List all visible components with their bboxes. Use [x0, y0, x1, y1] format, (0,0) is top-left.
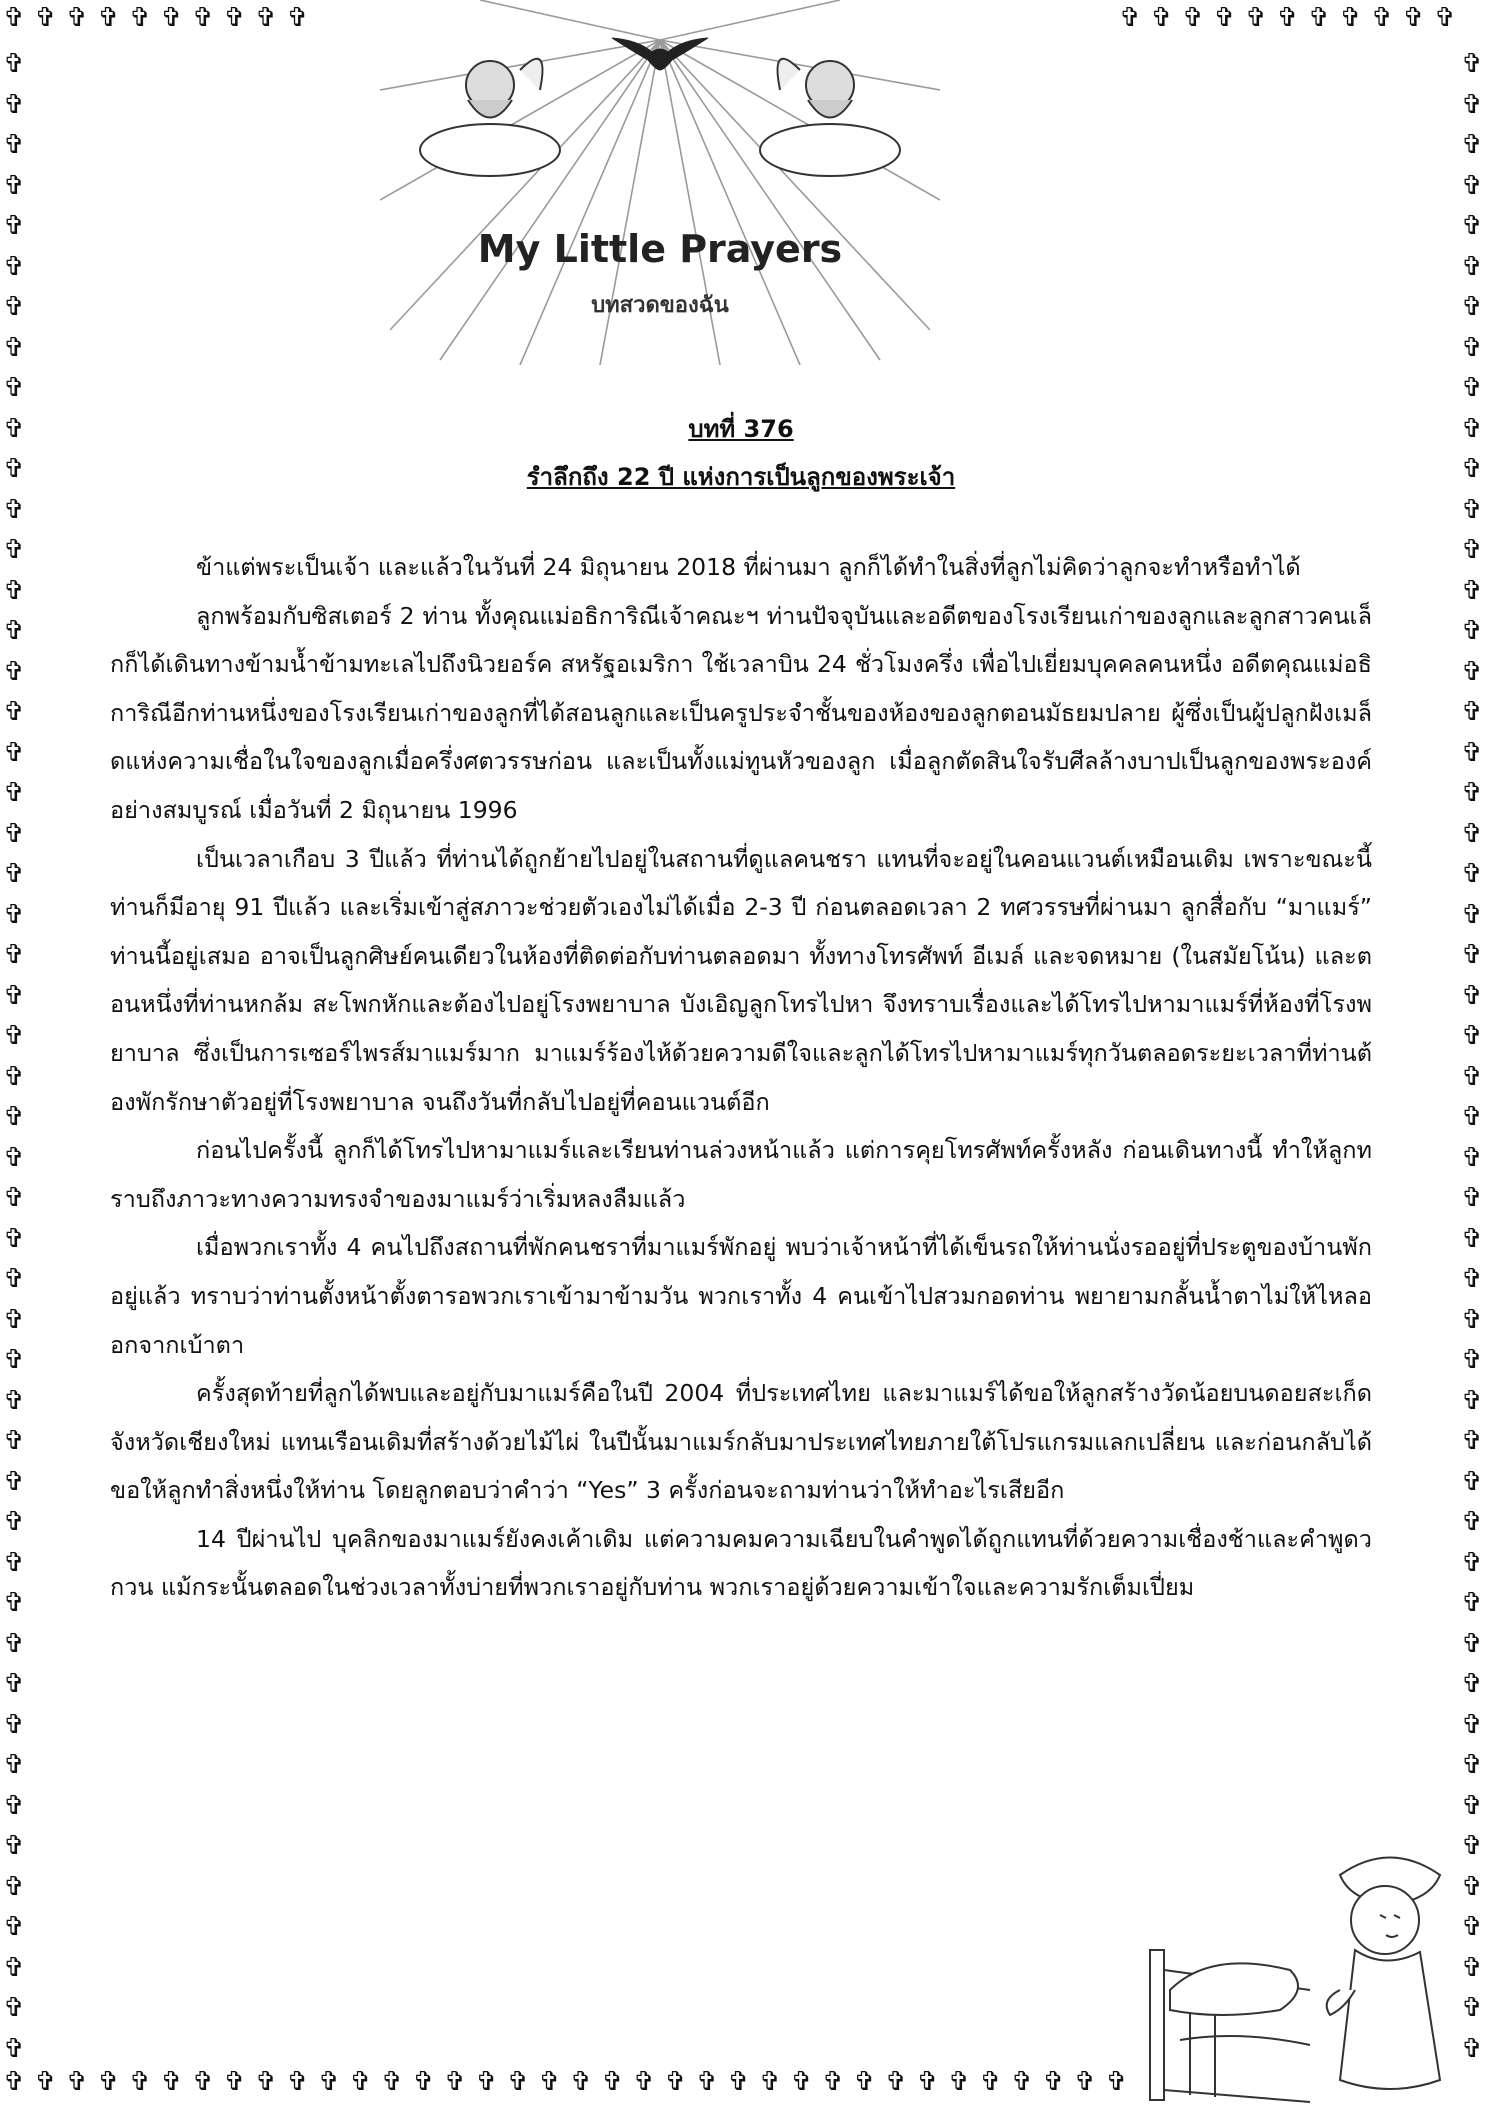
cross-icon: ✞ [1461, 1385, 1483, 1416]
cross-icon: ✞ [1461, 737, 1483, 768]
cross-icon: ✞ [97, 2067, 120, 2097]
cross-icon: ✞ [3, 49, 25, 79]
cross-icon: ✞ [3, 1871, 25, 1902]
cross-icon: ✞ [3, 535, 25, 565]
cross-icon: ✞ [1461, 130, 1483, 160]
cross-icon: ✞ [1461, 89, 1483, 120]
cross-icon: ✞ [1461, 1669, 1483, 1699]
cross-icon: ✞ [3, 1345, 25, 1375]
cross-icon: ✞ [1461, 697, 1483, 727]
cross-icon: ✞ [1371, 3, 1393, 33]
cross-icon: ✞ [3, 616, 25, 646]
cross-icon: ✞ [727, 2067, 750, 2097]
cross-icon: ✞ [3, 980, 25, 1011]
cross-icon: ✞ [1461, 49, 1483, 79]
cross-icon: ✞ [192, 3, 214, 33]
cross-icon: ✞ [3, 292, 25, 322]
cross-icon: ✞ [129, 3, 151, 33]
cross-icon: ✞ [3, 1750, 25, 1780]
cross-icon: ✞ [538, 2067, 561, 2097]
brand-title: My Little Prayers [477, 227, 843, 271]
cross-icon: ✞ [1461, 1466, 1483, 1497]
cross-icon: ✞ [1105, 2067, 1128, 2097]
cross-icon: ✞ [1461, 2033, 1483, 2064]
cross-icon: ✞ [1461, 980, 1483, 1011]
cross-icon: ✞ [853, 2067, 876, 2097]
cross-icon: ✞ [790, 2067, 813, 2097]
cross-icon: ✞ [1461, 616, 1483, 646]
cross-icon: ✞ [1461, 1952, 1483, 1983]
cross-icon: ✞ [1461, 1345, 1483, 1375]
praying-girl-illustration [1140, 1840, 1488, 2105]
cross-icon: ✞ [1402, 3, 1425, 33]
cross-icon: ✞ [3, 332, 25, 363]
cross-icon: ✞ [3, 251, 25, 282]
cross-icon: ✞ [1461, 1142, 1483, 1173]
cross-icon: ✞ [3, 1021, 25, 1051]
cross-icon: ✞ [3, 575, 25, 606]
cross-icon: ✞ [3, 1102, 25, 1132]
paragraph-list [110, 543, 1372, 1612]
cross-icon: ✞ [1119, 3, 1141, 33]
cross-icon: ✞ [3, 130, 25, 160]
cross-icon: ✞ [1461, 859, 1483, 889]
cross-icon: ✞ [192, 2067, 214, 2097]
cross-icon: ✞ [286, 3, 309, 33]
cross-icon: ✞ [349, 2067, 372, 2097]
cross-icon: ✞ [1461, 373, 1483, 403]
cross-icon: ✞ [1461, 575, 1483, 606]
cross-icon: ✞ [3, 413, 25, 444]
cross-icon: ✞ [1461, 1831, 1483, 1861]
cross-icon: ✞ [1461, 1871, 1483, 1902]
cross-icon: ✞ [444, 2067, 466, 2097]
cross-icon: ✞ [885, 2067, 907, 2097]
cross-icon: ✞ [3, 1952, 25, 1983]
cross-icon: ✞ [3, 373, 25, 403]
cross-icon: ✞ [3, 1264, 25, 1294]
cross-icon: ✞ [1150, 3, 1173, 33]
cross-icon: ✞ [3, 899, 25, 930]
cross-icon: ✞ [1461, 454, 1483, 484]
cross-icon: ✞ [3, 697, 25, 727]
cross-icon: ✞ [601, 2067, 624, 2097]
cross-icon: ✞ [1461, 170, 1483, 201]
cross-icon: ✞ [1213, 3, 1236, 33]
cross-icon: ✞ [1461, 1993, 1483, 2023]
cross-icon: ✞ [160, 2067, 183, 2097]
cross-icon: ✞ [1461, 251, 1483, 282]
cross-icon: ✞ [286, 2067, 309, 2097]
cross-icon: ✞ [318, 2067, 340, 2097]
cross-icon: ✞ [1245, 3, 1267, 33]
cross-icon: ✞ [66, 3, 88, 33]
cross-icon: ✞ [1461, 778, 1483, 808]
cross-icon: ✞ [1182, 3, 1204, 33]
cross-icon: ✞ [696, 2067, 718, 2097]
header-illustration [380, 0, 940, 365]
cross-icon: ✞ [97, 3, 120, 33]
cross-icon: ✞ [3, 1061, 25, 1092]
cross-icon: ✞ [3, 1912, 25, 1942]
cross-icon: ✞ [1461, 332, 1483, 363]
cross-icon: ✞ [160, 3, 183, 33]
cross-icon: ✞ [1461, 1628, 1483, 1659]
cross-icon: ✞ [916, 2067, 939, 2097]
cross-icon: ✞ [1461, 1426, 1483, 1456]
cross-icon: ✞ [3, 1385, 25, 1416]
paragraph: 14 ปีผ่านไป บุคลิกของมาแมร์ยังคงเค้าเดิม แต่ความคมความเฉียบในคำพูดได้ถูกแทนที่ด้วยความเชื่องช้าและคำพูดวกวน แม้กระนั้นตลอดในช่วงเวลาทั้งบ่ายที่พวกเราอยู่กับท่าน พวกเราอยู่ด้วยความเข้าใจและความรักเต็มเปี่ยม [110, 1524, 1372, 1602]
cross-icon: ✞ [1339, 3, 1362, 33]
chapter-subtitle: รำลึกถึง 22 ปี แห่งการเป็นลูกของพระเจ้า [526, 463, 956, 491]
cross-icon: ✞ [381, 2067, 403, 2097]
cross-icon: ✞ [3, 454, 25, 484]
cross-icon: ✞ [1276, 3, 1299, 33]
cross-icon: ✞ [1461, 1021, 1483, 1051]
cross-icon: ✞ [3, 1709, 25, 1740]
cross-icon: ✞ [3, 940, 25, 970]
cross-icon: ✞ [3, 1183, 25, 1213]
brand-subtitle: บทสวดของฉัน [591, 293, 729, 318]
cross-icon: ✞ [1461, 1304, 1483, 1335]
cross-icon: ✞ [633, 2067, 655, 2097]
cross-icon: ✞ [1461, 1102, 1483, 1132]
cross-icon: ✞ [3, 1790, 25, 1821]
cross-icon: ✞ [255, 3, 277, 33]
cross-icon: ✞ [1461, 1790, 1483, 1821]
paragraph: ข้าแต่พระเป็นเจ้า และแล้วในวันที่ 24 มิถุนายน 2018 ที่ผ่านมา ลูกก็ได้ทำในสิ่งที่ลูกไม่คิดว่าลูกจะทำหรือทำได้ [196, 553, 1301, 581]
cross-icon: ✞ [3, 2033, 25, 2064]
cross-icon: ✞ [1461, 1183, 1483, 1213]
cross-icon: ✞ [3, 1831, 25, 1861]
cross-icon: ✞ [34, 3, 57, 33]
cross-icon: ✞ [412, 2067, 435, 2097]
cross-icon: ✞ [1461, 656, 1483, 687]
cross-icon: ✞ [1461, 211, 1483, 241]
paragraph: เมื่อพวกเราทั้ง 4 คนไปถึงสถานที่พักคนชราที่มาแมร์พักอยู่ พบว่าเจ้าหน้าที่ได้เข็นรถให้ท่านนั่งรออยู่ที่ประตูของบ้านพักอยู่แล้ว ทราบว่าท่านตั้งหน้าตั้งตารอพวกเราเข้ามาข้ามวัน พวกเราทั้ง 4 คนเข้าไปสวมกอดท่าน พยายามกลั้นน้ำตาไม่ให้ไหลออกจากเบ้าตา [110, 1233, 1372, 1359]
cross-icon: ✞ [1461, 1588, 1483, 1618]
cross-icon: ✞ [255, 2067, 277, 2097]
left-cherub-icon [420, 59, 560, 176]
cross-icon: ✞ [1011, 2067, 1033, 2097]
cross-icon: ✞ [3, 1547, 25, 1578]
chapter-title: บทที่ 376 [688, 415, 794, 443]
cross-icon: ✞ [3, 494, 25, 525]
cross-icon: ✞ [1308, 3, 1330, 33]
cross-icon: ✞ [1461, 1750, 1483, 1780]
cross-icon: ✞ [1461, 494, 1483, 525]
cross-icon: ✞ [3, 656, 25, 687]
cross-icon: ✞ [1461, 1264, 1483, 1294]
cross-icon: ✞ [3, 1304, 25, 1335]
cross-icon: ✞ [1042, 2067, 1065, 2097]
cross-icon: ✞ [3, 737, 25, 768]
cross-icon: ✞ [3, 1507, 25, 1537]
cross-icon: ✞ [948, 2067, 970, 2097]
cross-icon: ✞ [3, 1588, 25, 1618]
cross-icon: ✞ [1461, 1507, 1483, 1537]
cross-icon: ✞ [66, 2067, 88, 2097]
cross-icon: ✞ [1461, 818, 1483, 849]
cross-icon: ✞ [759, 2067, 781, 2097]
cross-icon: ✞ [1461, 292, 1483, 322]
cross-icon: ✞ [3, 2067, 25, 2097]
cross-icon: ✞ [979, 2067, 1002, 2097]
cross-icon: ✞ [3, 1223, 25, 1254]
right-cherub-icon [760, 59, 900, 176]
cross-icon: ✞ [1461, 899, 1483, 930]
cross-icon: ✞ [3, 3, 25, 33]
cross-icon: ✞ [664, 2067, 687, 2097]
cross-icon: ✞ [3, 1466, 25, 1497]
cross-icon: ✞ [507, 2067, 529, 2097]
cross-icon: ✞ [1461, 1709, 1483, 1740]
cross-icon: ✞ [3, 1142, 25, 1173]
cross-icon: ✞ [1461, 1223, 1483, 1254]
cross-icon: ✞ [1461, 1912, 1483, 1942]
paragraph: ครั้งสุดท้ายที่ลูกได้พบและอยู่กับมาแมร์คือในปี 2004 ที่ประเทศไทย และมาแมร์ได้ขอให้ลูกสร้างวัดน้อยบนดอยสะเก็ด จังหวัดเชียงใหม่ แทนเรือนเดิมที่สร้างด้วยไม้ไผ่ ในปีนั้นมาแมร์กลับมาประเทศไทยภายใต้โปรแกรมแลกเปลี่ยน และก่อนกลับได้ขอให้ลูกทำสิ่งหนึ่งให้ท่าน โดยลูกตอบว่าคำว่า “Yes” 3 ครั้งก่อนจะถามท่านว่าให้ทำอะไรเสียอีก [110, 1379, 1372, 1505]
cross-icon: ✞ [3, 1993, 25, 2023]
cross-icon: ✞ [1461, 940, 1483, 970]
cross-icon: ✞ [1461, 1061, 1483, 1092]
cross-icon: ✞ [3, 89, 25, 120]
cross-icon: ✞ [3, 1669, 25, 1699]
cross-icon: ✞ [34, 2067, 57, 2097]
cross-icon: ✞ [3, 170, 25, 201]
cross-icon: ✞ [1074, 2067, 1096, 2097]
cross-icon: ✞ [1461, 413, 1483, 444]
cross-icon: ✞ [223, 2067, 246, 2097]
document-body [110, 405, 1372, 1612]
paragraph: เป็นเวลาเกือบ 3 ปีแล้ว ที่ท่านได้ถูกย้ายไปอยู่ในสถานที่ดูแลคนชรา แทนที่จะอยู่ในคอนแวนต์เหมือนเดิม เพราะขณะนี้ท่านก็มีอายุ 91 ปีแล้ว และเริ่มเข้าสู่สภาวะช่วยตัวเองไม่ได้เมื่อ 2-3 ปี ก่อนตลอดเวลา 2 ทศวรรษที่ผ่านมา ลูกสื่อกับ “มาแมร์” ท่านนี้อยู่เสมอ อาจเป็นลูกศิษย์คนเดียวในห้องที่ติดต่อกับท่านตลอดมา ทั้งทางโทรศัพท์ อีเมล์ และจดหมาย (ในสมัยโน้น) และตอนหนึ่งที่ท่านหกล้ม สะโพกหักและต้องไปอยู่โรงพยาบาล บังเอิญลูกโทรไปหา จึงทราบเรื่องและได้โทรไปหามาแมร์ที่ห้องที่โรงพยาบาล ซึ่งเป็นการเซอร์ไพรส์มาแมร์มาก มาแมร์ร้องไห้ด้วยความดีใจและลูกได้โทรไปหามาแมร์ทุกวันตลอดระยะเวลาที่ท่านต้องพักรักษาตัวอยู่ที่โรงพยาบาล จนถึงวันที่กลับไปอยู่ที่คอนแวนต์อีก [110, 844, 1372, 1116]
paragraph: ลูกพร้อมกับซิสเตอร์ 2 ท่าน ทั้งคุณแม่อธิการิณีเจ้าคณะฯ ท่านปัจจุบันและอดีตของโรงเรียนเก่าของลูกและลูกสาวคนเล็กก็ได้เดินทางข้ามน้ำข้ามทะเลไปถึงนิวยอร์ค สหรัฐอเมริกา ใช้เวลาบิน 24 ชั่วโมงครึ่ง เพื่อไปเยี่ยมบุคคลคนหนึ่ง อดีตคุณแม่อธิการิณีอีกท่านหนึ่งของโรงเรียนเก่าของลูกที่ได้สอนลูกและเป็นครูประจำชั้นของห้องของลูกตอนมัธยมปลาย ผู้ซึ่งเป็นผู้ปลูกฝังเมล็ดแห่งความเชื่อในใจของลูกเมื่อครึ่งศตวรรษก่อน และเป็นทั้งแม่ทูนหัวของลูก เมื่อลูกตัดสินใจรับศีลล้างบาปเป็นลูกของพระองค์อย่างสมบูรณ์ เมื่อวันที่ 2 มิถุนายน 1996 [110, 601, 1372, 824]
cross-icon: ✞ [223, 3, 246, 33]
cross-icon: ✞ [129, 2067, 151, 2097]
cross-icon: ✞ [1461, 535, 1483, 565]
cross-icon: ✞ [3, 1426, 25, 1456]
cross-icon: ✞ [3, 859, 25, 889]
cross-icon: ✞ [1461, 1547, 1483, 1578]
cross-icon: ✞ [570, 2067, 592, 2097]
cross-icon: ✞ [1434, 3, 1456, 33]
cross-icon: ✞ [3, 778, 25, 808]
paragraph: ก่อนไปครั้งนี้ ลูกก็ได้โทรไปหามาแมร์และเรียนท่านล่วงหน้าแล้ว แต่การคุยโทรศัพท์ครั้งหลัง ก่อนเดินทางนี้ ทำให้ลูกทราบถึงภาวะทางความทรงจำของมาแมร์ว่าเริ่มหลงลืมแล้ว [110, 1136, 1372, 1213]
cross-icon: ✞ [822, 2067, 844, 2097]
cross-icon: ✞ [3, 818, 25, 849]
cross-icon: ✞ [3, 1628, 25, 1659]
cross-icon: ✞ [475, 2067, 498, 2097]
cross-icon: ✞ [3, 211, 25, 241]
